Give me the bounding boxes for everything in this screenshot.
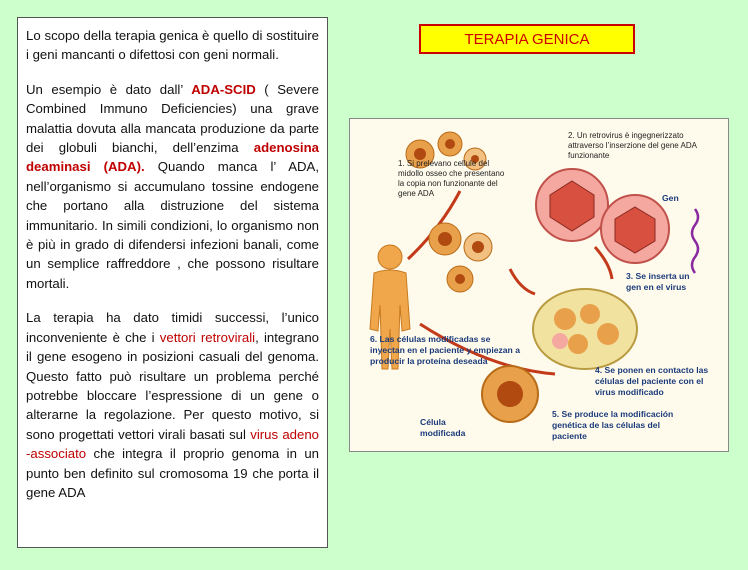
- term-ada-scid: ADA-SCID: [191, 81, 256, 97]
- label-modified-cell: Célula modificada: [420, 417, 466, 438]
- paragraph-ada-scid: [26, 80, 319, 293]
- text-segment: Un esempio è dato dall’: [26, 81, 192, 97]
- label-step-4: 4. Se ponen en contacto las células del paciente con el virus modificado: [595, 365, 709, 397]
- cell-dish-icon: [533, 289, 637, 369]
- modified-cell-icon: [482, 366, 538, 422]
- label-step-2: 2. Un retrovirus è ingegnerizzato attraverso l’inserzione del gene ADA funzionante: [568, 131, 697, 160]
- paragraph-vettori: [26, 308, 319, 502]
- text-segment: La terapia ha dato timidi successi, l’unico inconveniente è che i: [26, 310, 319, 345]
- label-gen: Gen: [662, 193, 679, 203]
- arrow-2: [510, 269, 535, 294]
- gene-therapy-diagram: [349, 118, 729, 452]
- term-adenosina-deaminasi: adenosina deaminasi (ADA).: [26, 140, 319, 175]
- text-segment: Quando manca l’ ADA, nell’organismo si accumulano tossine endogene che portano alla distruzione del sistema immunitario. In simili condizioni, lo organismo non è più in grado di difendersi infezioni banali, come un semplice raffreddore , che possono risultare mortali.: [26, 159, 320, 291]
- text-segment: , integrano il gene esogeno in posizioni casuali del genoma. Questo fatto può risultare un problema perché potrebbe bloccare l’espressione di un gene o alterarne la regolazione. Per questo motivo, si sono progettati vettori virali basati sul: [26, 329, 319, 442]
- retrovirus-icon: [536, 169, 669, 263]
- paragraph-intro: Lo scopo della terapia genica è quello di sostituire i geni mancanti o difettosi con geni normali.: [26, 28, 319, 63]
- page-title: TERAPIA GENICA: [419, 24, 635, 54]
- term-virus-adeno-associato: virus adeno -associato: [26, 426, 319, 462]
- label-step-6: 6. Las células modificadas se inyectan en el paciente y empiezan a producir la proteína deseada: [370, 334, 520, 366]
- label-step-5: 5. Se produce la modificación genética de las células del paciente: [552, 409, 674, 441]
- term-vettori-retrovirali: vettori retrovirali: [159, 329, 256, 345]
- text-segment: ( Severe Combined Immuno Deficiencies) una grave malattia dovuta alla mancata produzione da parte dei globuli bianchi, dell’enzima: [26, 81, 319, 156]
- label-step-3: 3. Se inserta un gen en el virus: [626, 271, 690, 292]
- gene-strand-icon: [692, 209, 698, 273]
- label-step-1: 1. Si prelevano cellule del midollo osseo che presentano la copia non funzionante del gene ADA: [398, 159, 505, 198]
- text-segment: che integra il proprio genoma in un punto ben definito sul cromosoma 19 che porta il gene ADA: [26, 446, 319, 500]
- text-panel: [17, 17, 328, 548]
